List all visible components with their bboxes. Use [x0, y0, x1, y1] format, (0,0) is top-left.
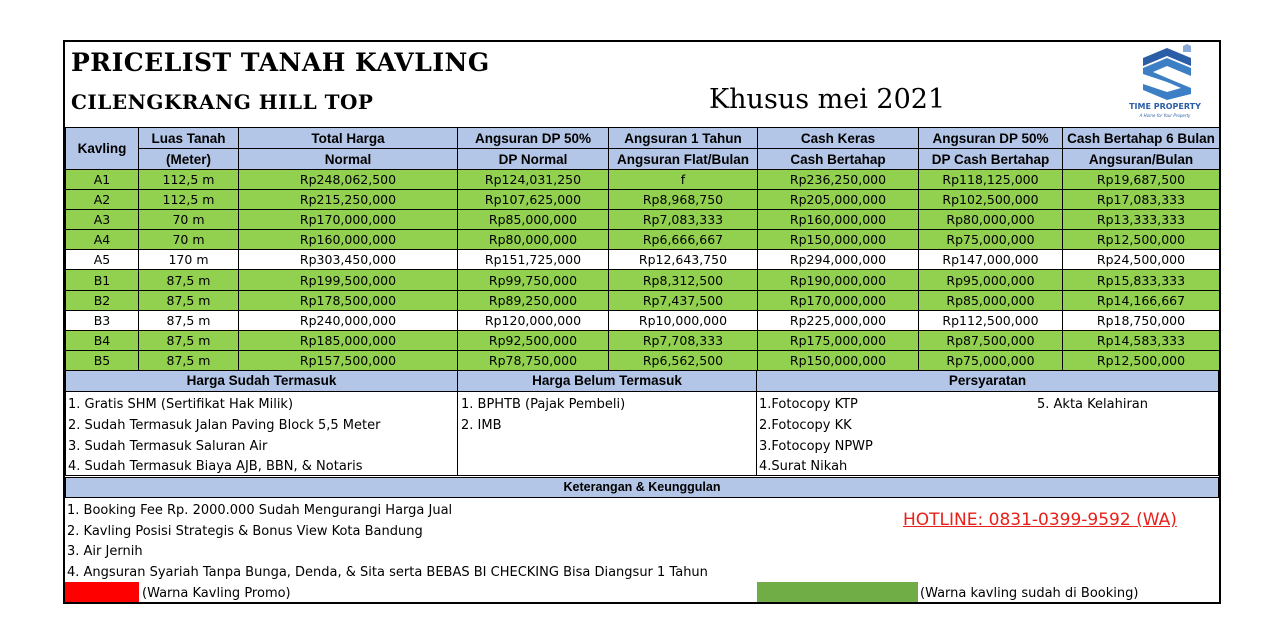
table-cell: Rp15,833,333 [1063, 270, 1220, 290]
table-cell: Rp170,000,000 [239, 210, 458, 230]
table-cell: Rp303,450,000 [239, 250, 458, 270]
table-cell: Rp14,166,667 [1063, 290, 1220, 310]
col-header: Total Harga [239, 128, 458, 149]
table-cell: Rp7,437,500 [609, 290, 758, 310]
table-cell: Rp85,000,000 [919, 290, 1063, 310]
note-item: 1. Booking Fee Rp. 2000.000 Sudah Mengurangi Harga Jual [67, 503, 453, 518]
excluded-box [457, 391, 757, 476]
table-cell: A1 [66, 170, 139, 190]
col-subheader: DP Normal [458, 149, 609, 170]
list-item: 5. Akta Kelahiran [1037, 397, 1149, 412]
table-cell: B2 [66, 290, 139, 310]
table-cell: Rp12,500,000 [1063, 350, 1220, 370]
list-item: 3.Fotocopy NPWP [759, 439, 873, 454]
table-row [66, 350, 1220, 370]
col-subheader: (Meter) [139, 149, 239, 170]
table-cell: Rp12,643,750 [609, 250, 758, 270]
note-item: 2. Kavling Posisi Strategis & Bonus View Kota Bandung [67, 524, 423, 539]
table-cell: Rp6,666,667 [609, 230, 758, 250]
table-cell: Rp240,000,000 [239, 310, 458, 330]
table-cell: Rp14,583,333 [1063, 330, 1220, 350]
table-cell: A5 [66, 250, 139, 270]
table-cell: Rp147,000,000 [919, 250, 1063, 270]
table-cell: Rp12,500,000 [1063, 230, 1220, 250]
notes-heading: Keterangan & Keunggulan [65, 477, 1219, 498]
table-row [66, 290, 1220, 310]
page-title: PRICELIST TANAH KAVLING [71, 48, 490, 77]
table-cell: Rp120,000,000 [458, 310, 609, 330]
table-cell: Rp13,333,333 [1063, 210, 1220, 230]
col-subheader: Normal [239, 149, 458, 170]
table-cell: Rp75,000,000 [919, 350, 1063, 370]
table-cell: Rp215,250,000 [239, 190, 458, 210]
page-subtitle: CILENGKRANG HILL TOP [71, 90, 374, 114]
table-cell: Rp92,500,000 [458, 330, 609, 350]
table-cell: Rp80,000,000 [458, 230, 609, 250]
table-cell: Rp151,725,000 [458, 250, 609, 270]
table-row [66, 310, 1220, 330]
table-cell: Rp24,500,000 [1063, 250, 1220, 270]
table-cell: Rp124,031,250 [458, 170, 609, 190]
list-item: 1.Fotocopy KTP [759, 397, 858, 412]
table-cell: B5 [66, 350, 139, 370]
list-item: 4. Sudah Termasuk Biaya AJB, BBN, & Notaris [68, 459, 363, 474]
table-cell: Rp190,000,000 [758, 270, 919, 290]
col-header: Angsuran DP 50% [458, 128, 609, 149]
table-cell: Rp18,750,000 [1063, 310, 1220, 330]
time-property-logo [1123, 44, 1207, 122]
col-subheader: DP Cash Bertahap [919, 149, 1063, 170]
hotline-text: HOTLINE: 0831-0399-9592 (WA) [903, 510, 1177, 530]
header-row-2 [66, 149, 1220, 170]
list-item: 3. Sudah Termasuk Saluran Air [68, 439, 268, 454]
included-box [65, 391, 458, 476]
promo-legend-label: (Warna Kavling Promo) [142, 586, 291, 601]
table-cell: 70 m [139, 210, 239, 230]
table-cell: Rp160,000,000 [239, 230, 458, 250]
table-cell: 112,5 m [139, 190, 239, 210]
table-cell: Rp294,000,000 [758, 250, 919, 270]
time-property-logo-icon [1123, 44, 1207, 102]
special-period-label: Khusus mei 2021 [709, 84, 946, 115]
table-cell: Rp150,000,000 [758, 230, 919, 250]
table-cell: Rp236,250,000 [758, 170, 919, 190]
price-table [65, 127, 1220, 371]
table-cell: Rp185,000,000 [239, 330, 458, 350]
table-cell: A3 [66, 210, 139, 230]
table-cell: Rp80,000,000 [919, 210, 1063, 230]
table-cell: Rp157,500,000 [239, 350, 458, 370]
promo-color-swatch [65, 582, 139, 602]
table-cell: f [609, 170, 758, 190]
table-cell: Rp205,000,000 [758, 190, 919, 210]
table-cell: Rp150,000,000 [758, 350, 919, 370]
table-row [66, 250, 1220, 270]
note-item: 4. Angsuran Syariah Tanpa Bunga, Denda, & Sita serta BEBAS BI CHECKING Bisa Diangsur 1 Tahun [67, 565, 708, 580]
table-row [66, 230, 1220, 250]
table-cell: 170 m [139, 250, 239, 270]
price-table-body [66, 170, 1220, 371]
table-cell: Rp8,968,750 [609, 190, 758, 210]
included-heading: Harga Sudah Termasuk [65, 370, 458, 392]
table-cell: B4 [66, 330, 139, 350]
table-cell: Rp225,000,000 [758, 310, 919, 330]
table-cell: Rp78,750,000 [458, 350, 609, 370]
table-cell: Rp89,250,000 [458, 290, 609, 310]
table-cell: Rp175,000,000 [758, 330, 919, 350]
logo-tagline: A Home for Your Property [1139, 113, 1191, 118]
table-cell: Rp87,500,000 [919, 330, 1063, 350]
col-header: Luas Tanah [139, 128, 239, 149]
table-cell: B3 [66, 310, 139, 330]
table-row [66, 170, 1220, 190]
header-row-1 [66, 128, 1220, 149]
table-cell: Rp17,083,333 [1063, 190, 1220, 210]
col-header: Cash Bertahap 6 Bulan [1063, 128, 1220, 149]
table-cell: 87,5 m [139, 330, 239, 350]
list-item: 1. BPHTB (Pajak Pembeli) [461, 397, 626, 412]
table-row [66, 330, 1220, 350]
col-header-kavling: Kavling [66, 128, 139, 170]
table-cell: 87,5 m [139, 270, 239, 290]
table-cell: Rp8,312,500 [609, 270, 758, 290]
table-cell: Rp102,500,000 [919, 190, 1063, 210]
col-header: Cash Keras [758, 128, 919, 149]
table-cell: Rp112,500,000 [919, 310, 1063, 330]
table-cell: Rp118,125,000 [919, 170, 1063, 190]
requirements-box [756, 391, 1219, 476]
table-cell: Rp95,000,000 [919, 270, 1063, 290]
table-cell: 87,5 m [139, 350, 239, 370]
booked-legend-label: (Warna kavling sudah di Booking) [920, 586, 1139, 601]
table-cell: Rp99,750,000 [458, 270, 609, 290]
list-item: 2. Sudah Termasuk Jalan Paving Block 5,5 Meter [68, 418, 381, 433]
col-header: Angsuran DP 50% [919, 128, 1063, 149]
col-subheader: Cash Bertahap [758, 149, 919, 170]
table-cell: 87,5 m [139, 310, 239, 330]
list-item: 2.Fotocopy KK [759, 418, 852, 433]
booked-color-swatch [757, 582, 918, 602]
table-cell: 70 m [139, 230, 239, 250]
table-cell: Rp19,687,500 [1063, 170, 1220, 190]
table-cell: Rp178,500,000 [239, 290, 458, 310]
list-item: 2. IMB [461, 418, 502, 433]
table-cell: Rp7,083,333 [609, 210, 758, 230]
table-cell: Rp248,062,500 [239, 170, 458, 190]
col-subheader: Angsuran/Bulan [1063, 149, 1220, 170]
table-row [66, 190, 1220, 210]
table-row [66, 270, 1220, 290]
table-cell: 87,5 m [139, 290, 239, 310]
note-item: 3. Air Jernih [67, 544, 143, 559]
table-cell: B1 [66, 270, 139, 290]
table-cell: Rp75,000,000 [919, 230, 1063, 250]
table-cell: Rp107,625,000 [458, 190, 609, 210]
table-cell: Rp170,000,000 [758, 290, 919, 310]
excluded-heading: Harga Belum Termasuk [457, 370, 757, 392]
table-cell: Rp10,000,000 [609, 310, 758, 330]
table-cell: A2 [66, 190, 139, 210]
pricelist-sheet [63, 40, 1221, 604]
table-cell: Rp6,562,500 [609, 350, 758, 370]
table-cell: 112,5 m [139, 170, 239, 190]
list-item: 4.Surat Nikah [759, 459, 848, 474]
table-cell: Rp160,000,000 [758, 210, 919, 230]
table-row [66, 210, 1220, 230]
col-subheader: Angsuran Flat/Bulan [609, 149, 758, 170]
logo-name: TIME PROPERTY [1129, 102, 1201, 111]
col-header: Angsuran 1 Tahun [609, 128, 758, 149]
requirements-heading: Persyaratan [756, 370, 1219, 392]
table-cell: Rp7,708,333 [609, 330, 758, 350]
table-cell: Rp85,000,000 [458, 210, 609, 230]
list-item: 1. Gratis SHM (Sertifikat Hak Milik) [68, 397, 294, 412]
table-cell: A4 [66, 230, 139, 250]
table-cell: Rp199,500,000 [239, 270, 458, 290]
